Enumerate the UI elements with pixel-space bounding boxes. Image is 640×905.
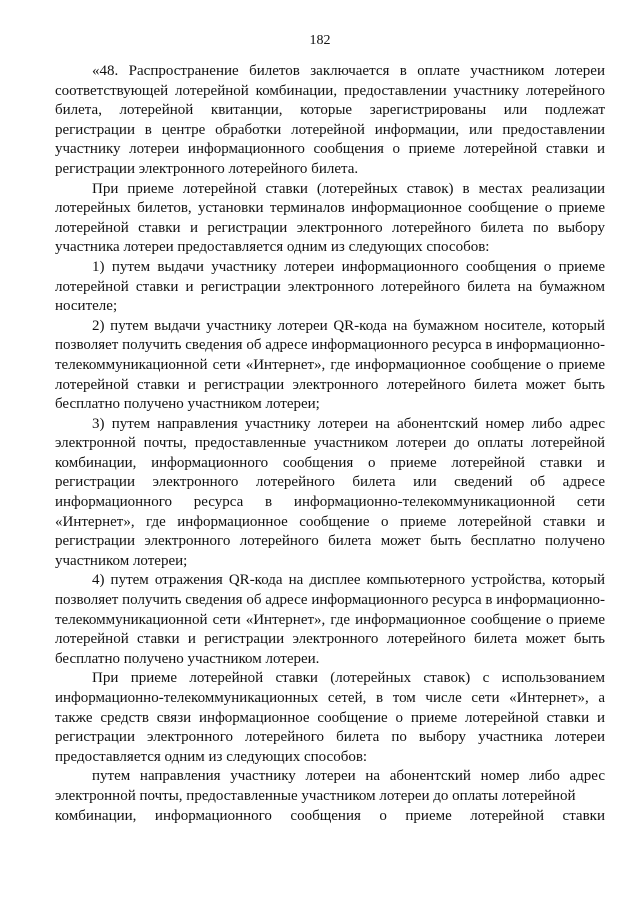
page-number: 182 (309, 33, 331, 48)
paragraph-internet-sales: При приеме лотерейной ставки (лотерейных ставок) с использованием информационно-телекоммуникационных сетей, в том числе сети «Интернет», а также средств связи информационное сообщение о приеме лотерейной ставки и регистрации электронного лотерейного билета по выбору участника лотереи предоставляется одним из следующих способов: (55, 670, 605, 765)
body-text (55, 62, 605, 826)
paragraph-method-1: 1) путем выдачи участнику лотереи информационного сообщения о приеме лотерейной ставки и регистрации электронного лотерейного билета на бумажном носителе; (55, 258, 605, 315)
paragraph-48-intro: «48. Распространение билетов заключается в оплате участником лотереи соответствующей лотерейной комбинации, предоставлении участнику лотерейного билета, лотерейной квитанции, которые зарегистрированы или подлежат регистрации в центре обработки лотерейной информации, или предоставлении участнику лотереи информационного сообщения о приеме лотерейной ставки и регистрации электронного лотерейного билета. (55, 63, 605, 177)
paragraph-method-3: 3) путем направления участнику лотереи на абонентский номер либо адрес электронной почты, предоставленные участником лотереи до оплаты лотерейной комбинации, информационного сообщения о приеме лотерейной ставки и регистрации электронного лотерейного билета или сведений об адресе информационного ресурса в информационно-телекоммуникационной сети «Интернет», где информационное сообщение о приеме лотерейной ставки и регистрации электронного лотерейного билета может быть бесплатно получено участником лотереи; (55, 415, 605, 569)
paragraph-method-4: 4) путем отражения QR-кода на дисплее компьютерного устройства, который позволяет получить сведения об адресе информационного ресурса в информационно-телекоммуникационной сети «Интернет», где информационное сообщение о приеме лотерейной ставки и регистрации электронного лотерейного билета может быть бесплатно получено участником лотереи. (55, 572, 605, 667)
paragraph-ticket-sales-points: При приеме лотерейной ставки (лотерейных ставок) в местах реализации лотерейных билетов, установки терминалов информационное сообщение о приеме лотерейной ставки и регистрации электронного лотерейного билета по выбору участника лотереи предоставляется одним из следующих способов: (55, 180, 605, 256)
paragraph-internet-method-continued: комбинации, информационного сообщения о приеме лотерейной ставки (55, 807, 605, 824)
paragraph-internet-method: путем направления участнику лотереи на абонентский номер либо адрес электронной почты, предоставленные участником лотереи до оплаты лотерейной (55, 768, 605, 804)
paragraph-method-2: 2) путем выдачи участнику лотереи QR-кода на бумажном носителе, который позволяет получить сведения об адресе информационного ресурса в информационно-телекоммуникационной сети «Интернет», где информационное сообщение о приеме лотерейной ставки и регистрации электронного лотерейного билета может быть бесплатно получено участником лотереи; (55, 317, 605, 413)
